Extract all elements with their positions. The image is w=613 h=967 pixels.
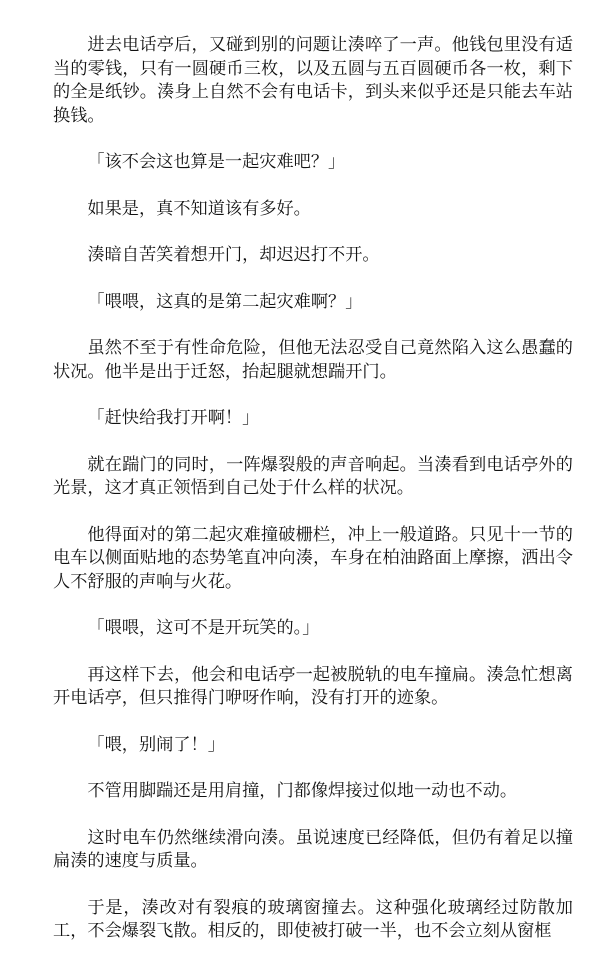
paragraph: 湊暗自苦笑着想开门，却迟迟打不开。 bbox=[87, 245, 380, 265]
paragraph: 这时电车仍然继续滑向湊。虽说速度已经降低，但仍有着足以撞扁湊的速度与质量。 bbox=[53, 827, 573, 871]
paragraph: 不管用脚踹还是用肩撞，门都像焊接过似地一动也不动。 bbox=[87, 781, 518, 801]
dialogue-line: 「喂喂，这真的是第二起灾难啊？」 bbox=[87, 291, 363, 312]
paragraph: 于是，湊改对有裂痕的玻璃窗撞去。这种强化玻璃经过防散加工，不会爆裂飞散。相反的，即使被打破一半，也不会立刻从窗框 bbox=[53, 897, 573, 941]
paragraph: 就在踹门的同时，一阵爆裂般的声音响起。当湊看到电话亭外的光景，这才真正领悟到自己处于什么样的状况。 bbox=[53, 454, 573, 498]
paragraph: 如果是，真不知道该有多好。 bbox=[87, 198, 311, 219]
dialogue-line: 「该不会这也算是一起灾难吧？」 bbox=[87, 152, 346, 172]
dialogue-line: 「喂，别闹了！」 bbox=[87, 734, 225, 755]
paragraph: 虽然不至于有性命危险，但他无法忍受自己竟然陷入这么愚蠢的状况。他半是出于迁怒，抬起腿就想踹开门。 bbox=[53, 338, 573, 382]
dialogue-line: 「赶快给我打开啊！」 bbox=[87, 408, 260, 428]
paragraph: 进去电话亭后，又碰到别的问题让湊啐了一声。他钱包里没有适当的零钱，只有一圆硬币三枚，以及五圆与五百圆硬币各一枚，剩下的全是纸钞。湊身上自然不会有电话卡，到头来似乎还是只能去车站换钱。 bbox=[53, 35, 573, 126]
dialogue-line: 「喂喂，这可不是开玩笑的。」 bbox=[87, 618, 320, 638]
paragraph: 他得面对的第二起灾难撞破栅栏，冲上一般道路。只见十一节的电车以侧面贴地的态势笔直冲向湊，车身在柏油路面上摩擦，洒出令人不舒服的声响与火花。 bbox=[53, 524, 573, 592]
page-body bbox=[53, 34, 573, 967]
paragraph: 再这样下去，他会和电话亭一起被脱轨的电车撞扁。湊急忙想离开电话亭，但只推得门咿呀作响，没有打开的迹象。 bbox=[53, 664, 573, 708]
